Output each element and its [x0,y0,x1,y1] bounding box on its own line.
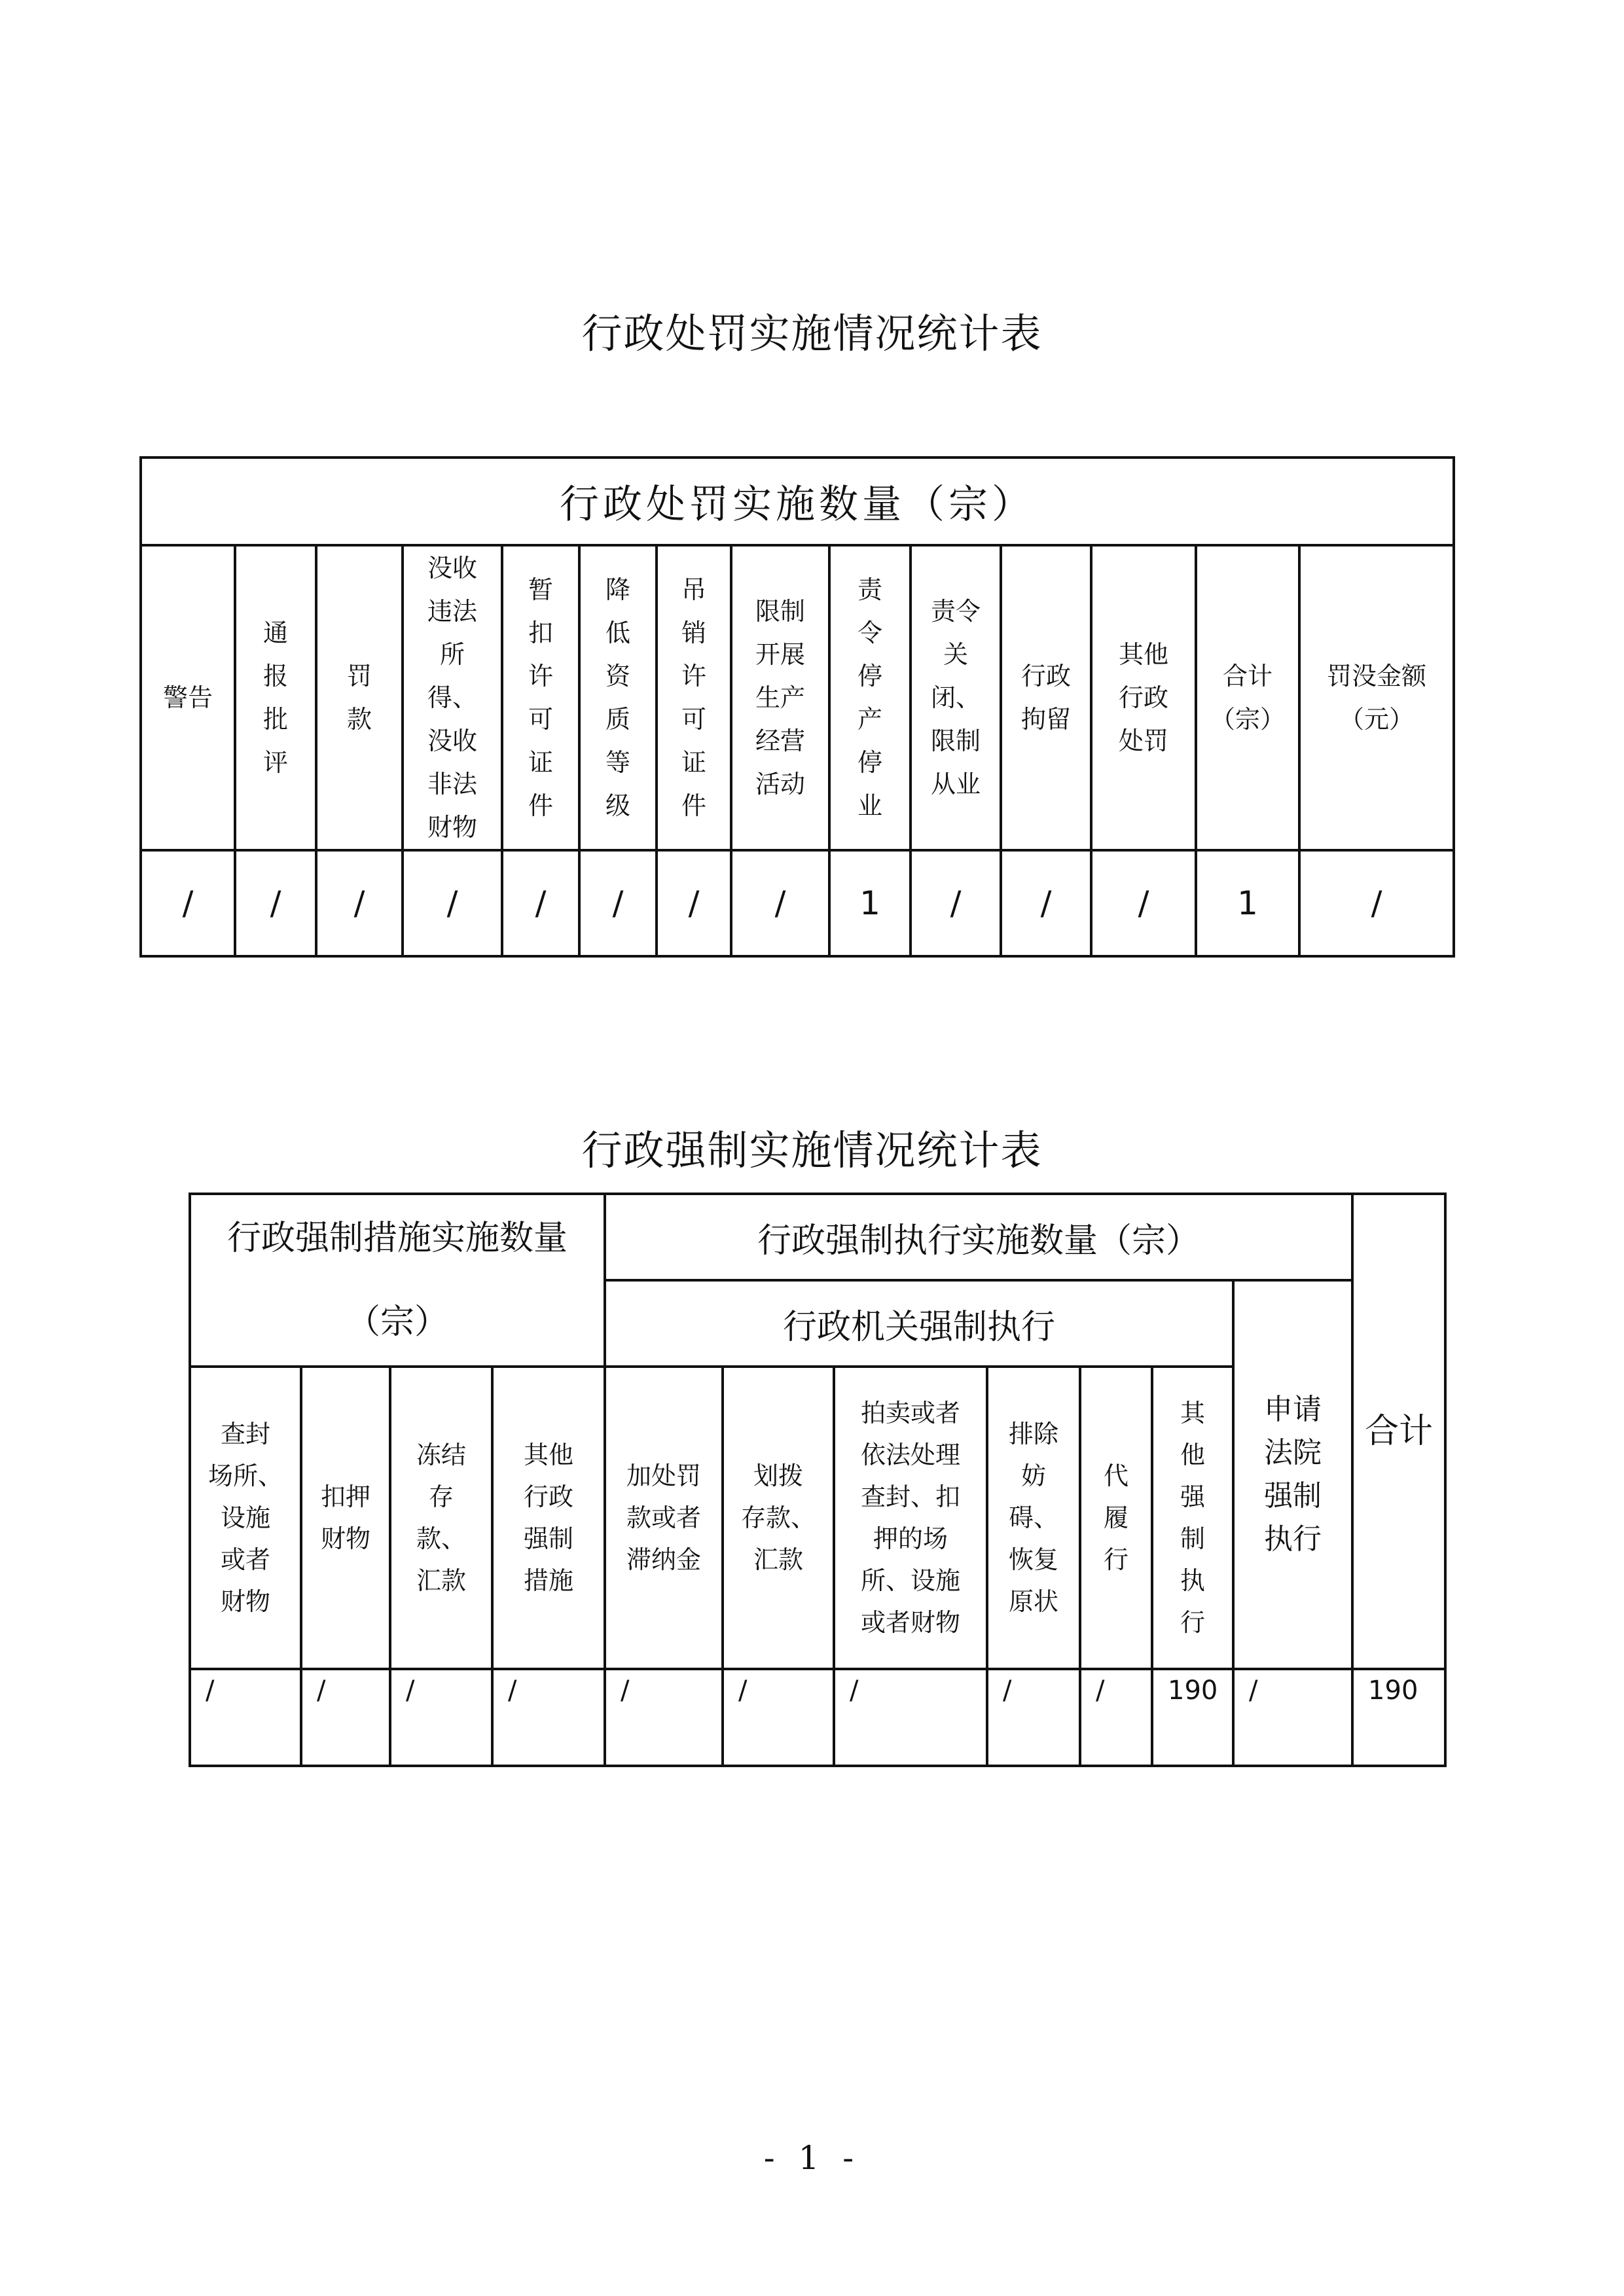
header-line: 开展 [755,640,805,669]
header-line: 得、 [427,683,477,712]
penalty-value-13: / [1299,850,1454,956]
header-line: 碍、 [1009,1503,1059,1532]
penalty-column-headers [141,545,1454,850]
header-line: 质 [605,705,630,734]
header-line: 违法 [427,597,477,626]
header-line: 生产 [755,683,805,712]
penalty-values-row [141,850,1454,956]
enforcement-value-9: 190 [1152,1669,1233,1766]
header-line: 法院 [1264,1436,1322,1469]
enforcement-value-10: / [1233,1669,1352,1766]
header-line: 证 [681,748,706,777]
enforcement-value-11: 190 [1352,1669,1445,1766]
header-line: 冻结 [416,1441,466,1469]
enforcement-col-header-9 [1152,1367,1233,1669]
header-line: 申请 [1264,1393,1322,1426]
header-line: 合计 [1222,662,1272,691]
header-line: 款 [346,705,372,734]
header-line: 资 [605,662,630,691]
penalty-col-header-12 [1196,545,1299,850]
header-line: 强制 [1264,1479,1322,1513]
enforcement-value-0: / [190,1669,301,1766]
header-line: 可 [681,705,706,734]
header-line: 扣 [528,619,553,647]
penalty-col-header-3 [403,545,502,850]
header-line: 低 [605,619,630,647]
measures-header-line2: （宗） [346,1302,449,1342]
penalty-col-header-2 [316,545,403,850]
header-line: 财物 [427,813,477,842]
header-line: 拍卖或者 [861,1399,961,1427]
penalty-col-header-4 [502,545,579,850]
header-line: 证 [528,748,553,777]
header-line: 款、 [416,1524,466,1553]
header-line: 代 [1104,1462,1129,1490]
header-line: 所 [439,640,465,669]
penalty-value-0: / [141,850,235,956]
header-line: 存款、 [741,1503,816,1532]
enforcement-value-5: / [723,1669,834,1766]
header-line: 报 [262,662,288,691]
header-line: 没收 [427,554,477,583]
header-line: 强 [1180,1482,1206,1511]
penalty-col-header-7 [731,545,829,850]
enforcement-col-header-3 [492,1367,605,1669]
header-line: 设施 [220,1503,270,1532]
header-line: 款或者 [626,1503,702,1532]
header-line: 可 [528,705,553,734]
court-execution-header [1233,1280,1352,1669]
enforcement-col-header-0 [190,1367,301,1669]
header-line: 滞纳金 [626,1545,702,1574]
header-line: 暂 [528,575,553,604]
enforcement-col-header-4 [605,1367,723,1669]
header-line: 没收 [427,726,477,755]
penalty-value-2: / [316,850,403,956]
header-line: 降 [605,575,630,604]
measures-header-line1: 行政强制措施实施数量 [227,1219,568,1258]
header-line: 行政 [1020,662,1071,691]
header-line: 恢复 [1009,1545,1059,1574]
header-line: 通 [262,619,288,647]
enforcement-col-header-2 [390,1367,492,1669]
header-line: 排除 [1009,1420,1059,1448]
enforcement-value-4: / [605,1669,723,1766]
header-line: 合 [1365,1412,1399,1451]
header-line: 所、设施 [861,1566,961,1595]
header-line: 汇款 [753,1545,804,1574]
enforcement-value-2: / [390,1669,492,1766]
penalty-value-3: / [403,850,502,956]
header-line: 吊 [681,575,706,604]
penalty-value-8: 1 [829,850,911,956]
header-line: 妨 [1021,1462,1047,1490]
header-line: 其他 [524,1441,574,1469]
enforcement-measures-header [190,1194,605,1367]
enforcement-value-8: / [1080,1669,1152,1766]
penalty-value-10: / [1001,850,1091,956]
administrative-enforcement-table [189,1193,1447,1767]
header-line: 令 [857,619,882,647]
header-line: 查封、扣 [861,1482,961,1511]
administrative-penalty-table [139,456,1455,958]
header-line: 级 [605,791,630,820]
header-line: 行政 [1118,683,1168,712]
header-line: 执行 [1264,1522,1322,1556]
enforcement-values-row [190,1669,1445,1766]
header-line: 经营 [755,726,805,755]
total-header [1352,1194,1445,1669]
header-line: 等 [605,748,630,777]
header-line: 扣押 [320,1482,370,1511]
header-line: 警告 [162,683,213,712]
header-line: 汇款 [416,1566,466,1595]
penalty-col-header-5 [579,545,657,850]
header-line: 加处罚 [626,1462,702,1490]
header-line: 强制 [524,1524,574,1553]
enforcement-col-header-1 [301,1367,390,1669]
header-line: 活动 [755,770,805,798]
penalty-value-6: / [657,850,731,956]
header-line: 罚没金额 [1327,662,1427,691]
header-line: （元） [1339,705,1415,734]
enforcement-value-1: / [301,1669,390,1766]
penalty-col-header-8 [829,545,911,850]
header-line: 非法 [427,770,477,798]
header-line: 拘留 [1020,705,1071,734]
enforcement-execution-header: 行政强制执行实施数量（宗） [605,1194,1352,1280]
header-line: 场所、 [208,1462,283,1490]
penalty-col-header-0 [141,545,235,850]
header-line: 许 [528,662,553,691]
header-line: 履 [1104,1503,1129,1532]
header-line: 件 [528,791,553,820]
penalty-value-1: / [235,850,316,956]
header-line: 处罚 [1118,726,1168,755]
enforcement-col-header-5 [723,1367,834,1669]
header-line: 责 [857,575,882,604]
enforcement-value-3: / [492,1669,605,1766]
penalty-col-header-6 [657,545,731,850]
header-line: 批 [262,705,288,734]
penalty-value-4: / [502,850,579,956]
header-line: 存 [428,1482,454,1511]
header-line: 其他 [1118,640,1168,669]
header-line: 闭、 [930,683,981,712]
penalty-value-5: / [579,850,657,956]
header-line: 业 [857,791,882,820]
header-line: 责令 [930,597,981,626]
header-line: 查封 [220,1420,270,1448]
penalty-col-header-9 [911,545,1001,850]
header-line: 划拨 [753,1462,804,1490]
header-line: 或者 [220,1545,270,1574]
header-line: 行政 [524,1482,574,1511]
penalty-col-header-11 [1091,545,1196,850]
table2-title: 行政强制实施情况统计表 [581,1126,1043,1174]
header-line: 押的场 [873,1524,948,1553]
header-line: 其 [1180,1399,1206,1427]
header-line: 制 [1180,1524,1206,1553]
header-line: 他 [1180,1441,1206,1469]
enforcement-col-header-7 [987,1367,1080,1669]
penalty-value-9: / [911,850,1001,956]
penalty-col-header-10 [1001,545,1091,850]
header-line: 关 [943,640,968,669]
header-line: 执 [1180,1566,1206,1595]
agency-execution-header: 行政机关强制执行 [605,1280,1233,1367]
header-line: 或者财物 [861,1608,961,1637]
penalty-col-header-13 [1299,545,1454,850]
header-line: 计 [1399,1412,1434,1451]
enforcement-col-header-8 [1080,1367,1152,1669]
enforcement-value-6: / [834,1669,987,1766]
penalty-count-header: 行政处罚实施数量（宗） [141,457,1454,545]
header-line: 限制 [755,597,805,626]
header-line: 行 [1104,1545,1129,1574]
header-line: 停 [857,748,882,777]
header-line: 罚 [346,662,372,691]
header-line: （宗） [1210,705,1285,734]
penalty-value-11: / [1091,850,1196,956]
header-line: 停 [857,662,882,691]
header-line: 措施 [524,1566,574,1595]
penalty-value-7: / [731,850,829,956]
header-line: 件 [681,791,706,820]
header-line: 评 [262,748,288,777]
header-line: 依法处理 [861,1441,961,1469]
table1-title: 行政处罚实施情况统计表 [581,310,1043,357]
header-line: 限制 [930,726,981,755]
header-line: 行 [1180,1608,1206,1637]
header-line: 销 [681,619,706,647]
header-line: 产 [857,705,882,734]
header-line: 财物 [220,1587,270,1616]
header-line: 原状 [1009,1587,1059,1616]
enforcement-value-7: / [987,1669,1080,1766]
header-line: 财物 [320,1524,370,1553]
penalty-col-header-1 [235,545,316,850]
header-line: 从业 [930,770,981,798]
header-line: 许 [681,662,706,691]
penalty-value-12: 1 [1196,850,1299,956]
page-number: - 1 - [763,2139,861,2177]
enforcement-col-header-6 [834,1367,987,1669]
